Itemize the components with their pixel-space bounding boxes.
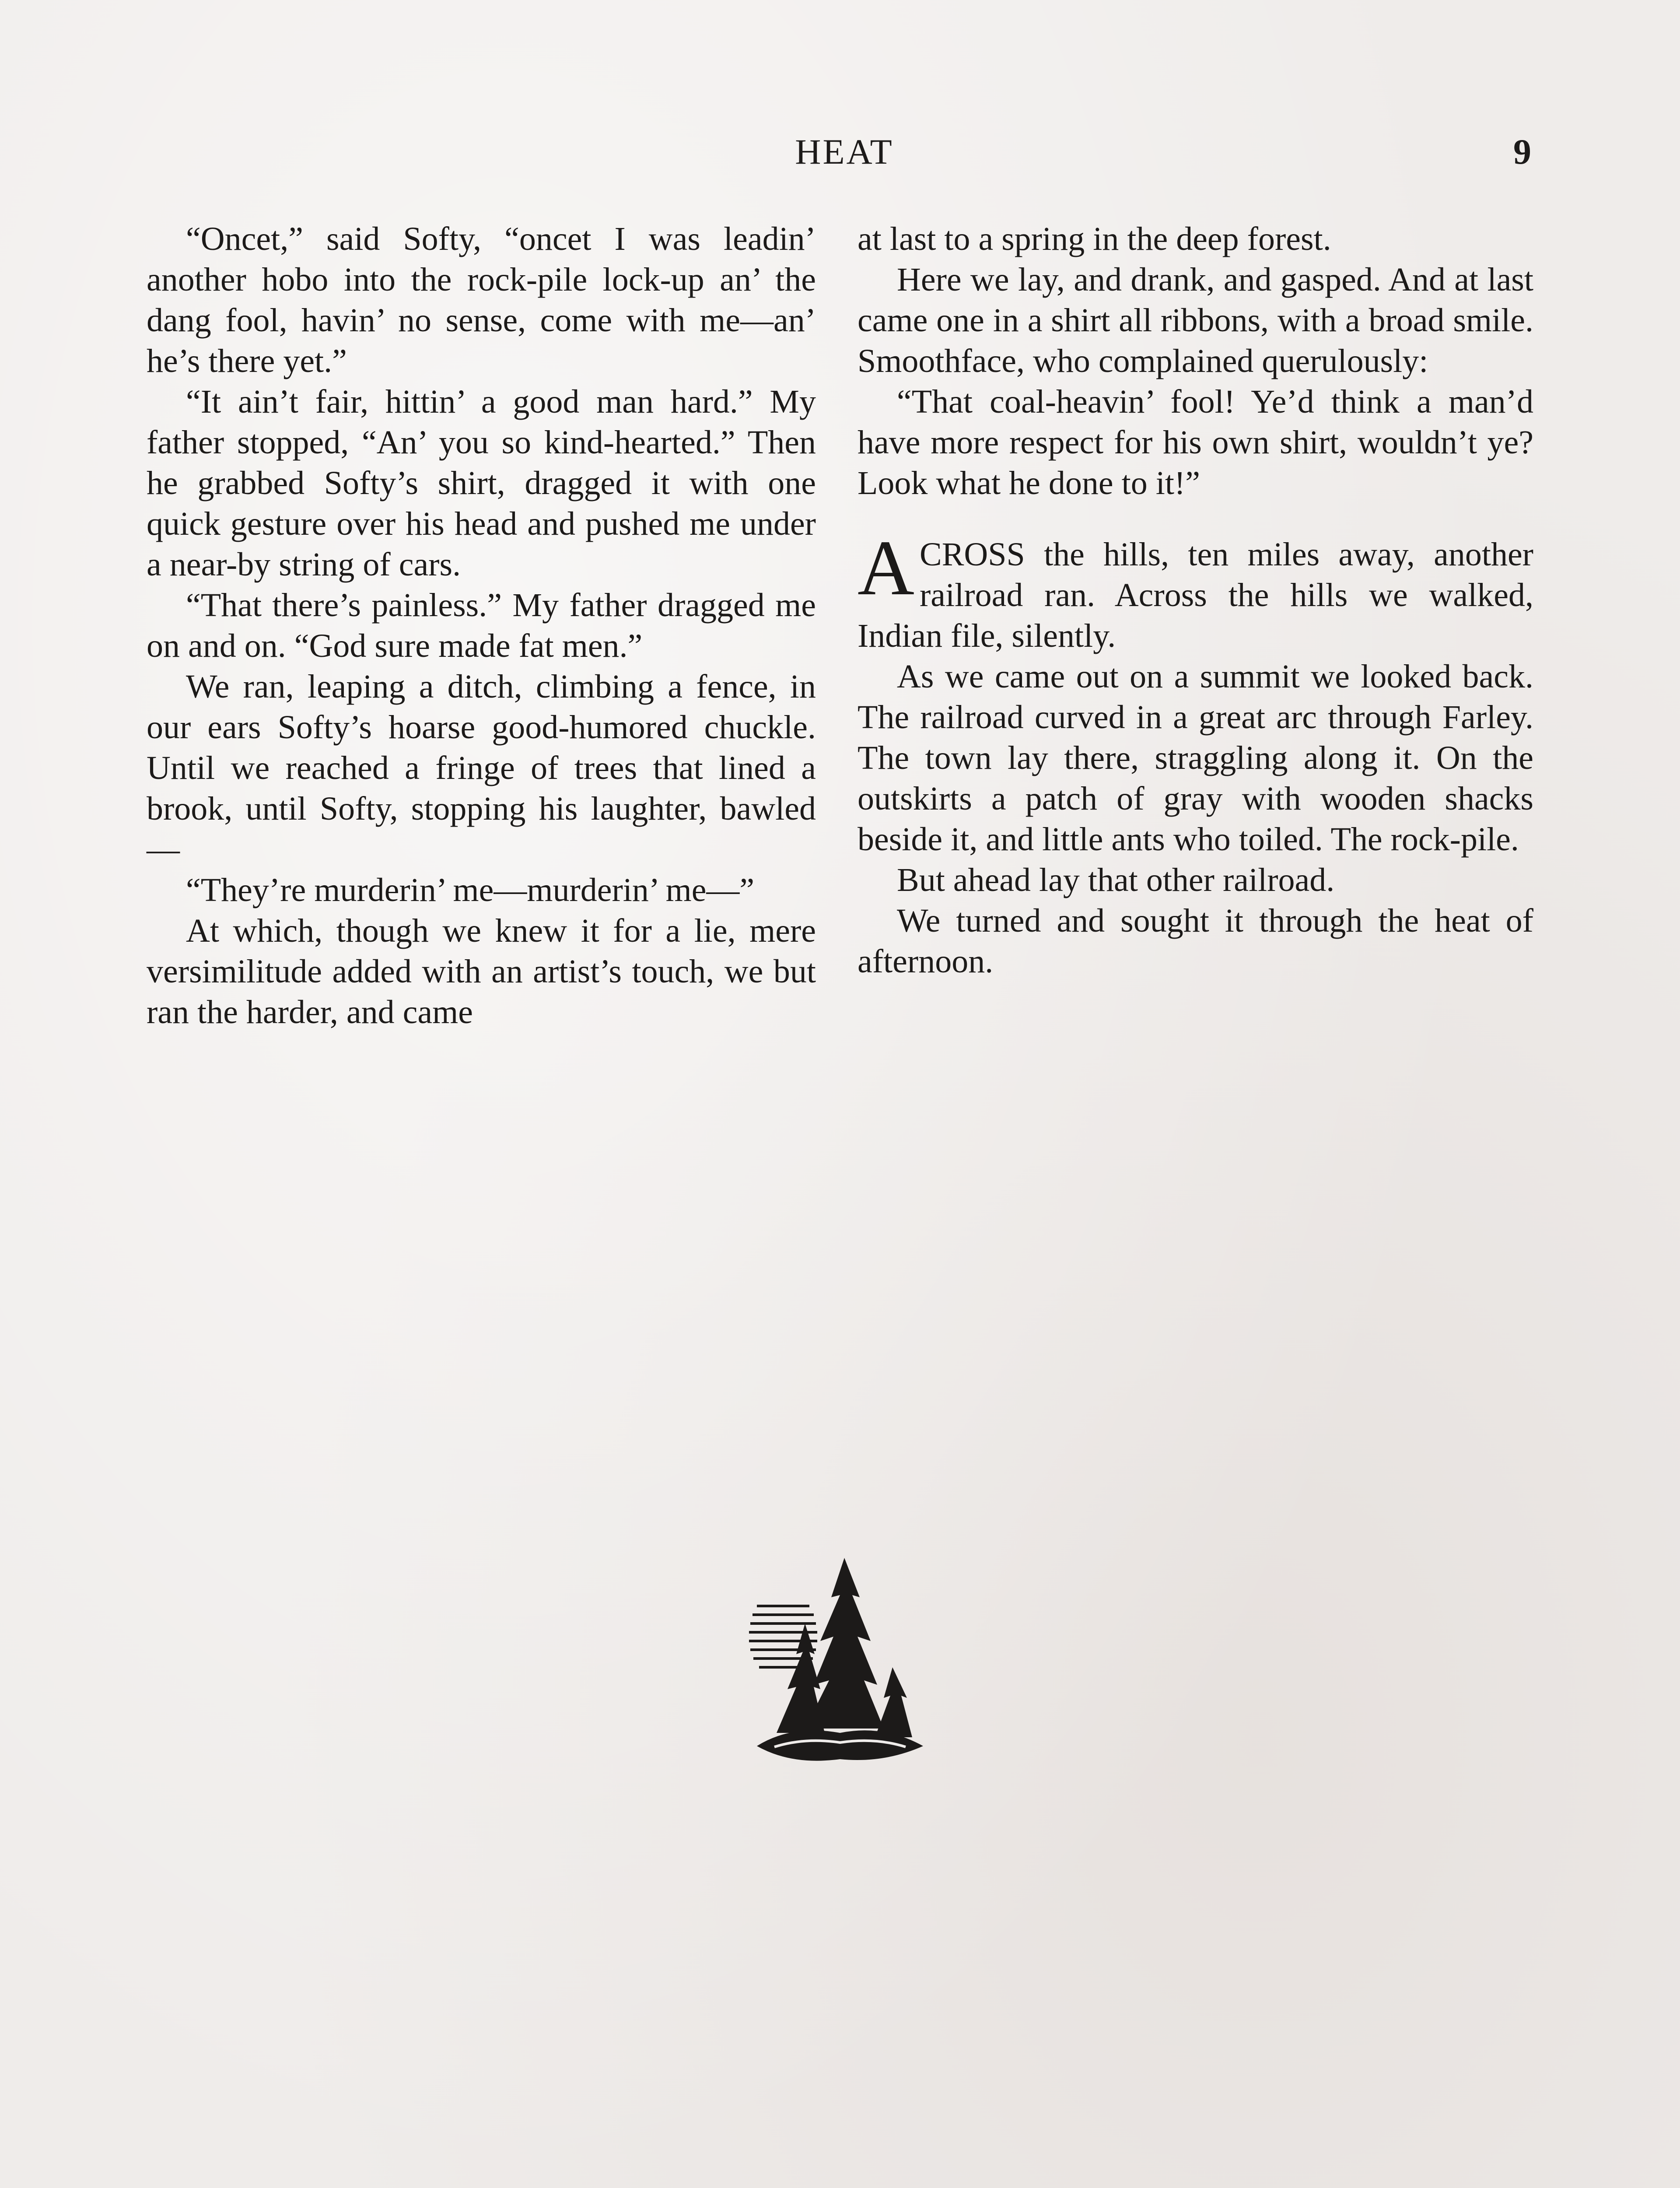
running-head (0, 131, 1680, 179)
page-title: HEAT (795, 132, 894, 172)
paragraph: “That there’s painless.” My father dragged me on and on. “God sure made fat men.” (147, 587, 816, 664)
drop-cap: A (858, 524, 914, 611)
paragraph: We ran, leaping a ditch, climbing a fence, in our ears Softy’s hoarse good-humored chuckle. Until we reached a fringe of trees that lined a brook, until Softy, stopping his laughter, bawled— (147, 668, 816, 868)
section-opening-paragraph (858, 524, 1533, 656)
paragraph: “It ain’t fair, hittin’ a good man hard.” My father stopped, “An’ you so kind-hearted.” Then he grabbed Softy’s shirt, dragged it with one quick gesture over his head and pushed me under a near-by string of cars. (147, 383, 816, 583)
paragraph: Here we lay, and drank, and gasped. And at last came one in a shirt all ribbons, with a broad smile. Smoothface, who complained querulously: (858, 261, 1533, 379)
pine-trees-vignette-icon (739, 1558, 941, 1768)
paragraph: “They’re murderin’ me—murderin’ me—” (186, 872, 755, 908)
paragraph: As we came out on a summit we looked back. The railroad curved in a great arc through Farley. The town lay there, straggling along it. On the outskirts a patch of gray with wooden shacks beside it, and little ants who toiled. The rock-pile. (858, 658, 1533, 858)
left-column (147, 219, 816, 1033)
paragraph: At which, though we knew it for a lie, mere versimilitude added with an artist’s touch, we but ran the harder, and came (147, 912, 816, 1031)
paragraph: “Oncet,” said Softy, “oncet I was leadin’ another hobo into the rock-pile lock-up an’ the dang fool, havin’ no sense, come with me—an’ he’s there yet.” (147, 221, 816, 379)
paragraph: “That coal-heavin’ fool! Ye’d think a man’d have more respect for his own shirt, wouldn’t ye? Look what he done to it!” (858, 383, 1533, 501)
right-column (858, 219, 1533, 982)
section-opening-text: CROSS the hills, ten miles away, another railroad ran. Across the hills we walked, Indian file, silently. (858, 536, 1533, 654)
paragraph: But ahead lay that other railroad. (897, 862, 1335, 898)
paragraph-continuation: at last to a spring in the deep forest. (858, 221, 1331, 257)
paragraph: We turned and sought it through the heat of afternoon. (858, 902, 1533, 980)
page-number: 9 (1513, 132, 1531, 172)
